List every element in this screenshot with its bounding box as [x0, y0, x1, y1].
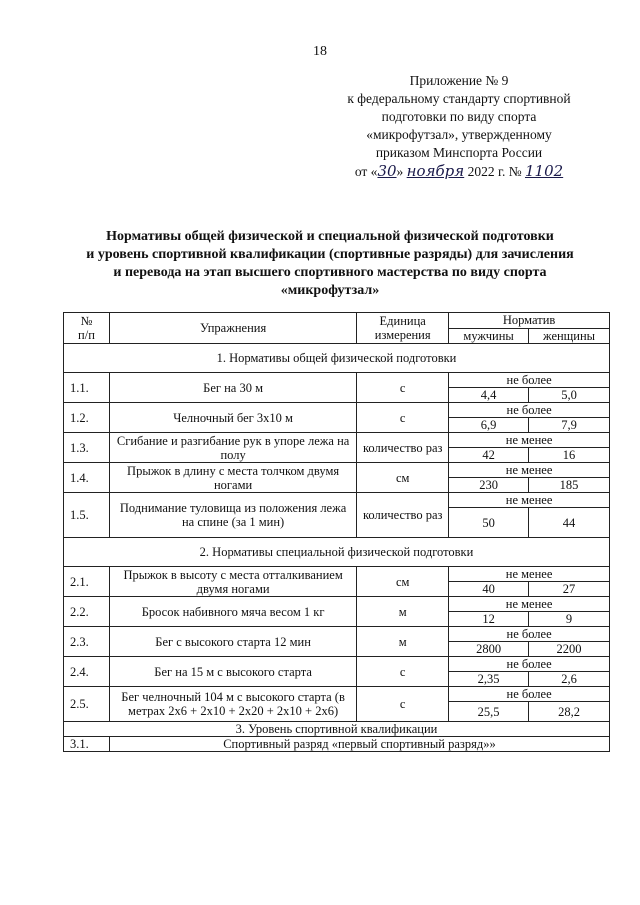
table-row: [64, 463, 610, 478]
row-men-value: 2,35: [449, 672, 529, 687]
handwritten-day: 30: [377, 162, 397, 180]
section-row: [64, 722, 610, 737]
row-unit: см: [357, 463, 449, 493]
row-exercise: Прыжок в длину с места толчком двумя ногами: [109, 463, 356, 493]
header-unit: Единица измерения: [357, 313, 449, 344]
row-exercise: Сгибание и разгибание рук в упоре лежа на полу: [109, 433, 356, 463]
row-unit: с: [357, 657, 449, 687]
row-exercise: Челночный бег 3x10 м: [109, 403, 356, 433]
row-women-value: 9: [529, 612, 610, 627]
section-row: [64, 344, 610, 373]
appendix-line: приказом Минспорта России: [375, 145, 543, 160]
header-men: мужчины: [449, 328, 529, 344]
row-condition: не более: [449, 373, 610, 388]
row-women-value: 16: [529, 448, 610, 463]
row-men-value: 4,4: [449, 388, 529, 403]
row-num: 1.2.: [64, 403, 110, 433]
row-condition: не более: [449, 687, 610, 702]
document-title: [60, 228, 600, 300]
title-line: и перевода на этап высшего спортивного мастерства по виду спорта: [113, 265, 547, 280]
row-condition: не менее: [449, 433, 610, 448]
section-title: 2. Нормативы специальной физической подготовки: [64, 538, 610, 567]
row-num: 2.5.: [64, 687, 110, 722]
table-row: [64, 567, 610, 582]
row-exercise: Бег с высокого старта 12 мин: [109, 627, 356, 657]
section-title: 3. Уровень спортивной квалификации: [64, 722, 610, 737]
table-row: [64, 627, 610, 642]
appendix-line: подготовки по виду спорта: [381, 109, 537, 124]
row-num: 2.2.: [64, 597, 110, 627]
row-women-value: 27: [529, 582, 610, 597]
title-line: и уровень спортивной квалификации (спортивные разряды) для зачисления: [86, 247, 574, 262]
row-women-value: 185: [529, 478, 610, 493]
section1-body: [64, 373, 610, 538]
header-num: № п/п: [64, 313, 110, 344]
header-women: женщины: [529, 328, 610, 344]
row-num: 1.1.: [64, 373, 110, 403]
row-num: 1.4.: [64, 463, 110, 493]
page-number: 18: [313, 44, 327, 59]
row-exercise: Бросок набивного мяча весом 1 кг: [109, 597, 356, 627]
section2-body: [64, 567, 610, 722]
table-row: [64, 657, 610, 672]
row-exercise: Бег на 15 м с высокого старта: [109, 657, 356, 687]
table-row: [64, 433, 610, 448]
row-condition: не более: [449, 627, 610, 642]
row-num: 1.5.: [64, 493, 110, 538]
row-men-value: 2800: [449, 642, 529, 657]
row-num: 2.3.: [64, 627, 110, 657]
table-row: [64, 493, 610, 508]
table-row: [64, 597, 610, 612]
row-women-value: 5,0: [529, 388, 610, 403]
row-unit: м: [357, 597, 449, 627]
row-men-value: 40: [449, 582, 529, 597]
row-women-value: 44: [529, 508, 610, 538]
title-line: «микрофутзал»: [280, 283, 380, 298]
table-row: [64, 687, 610, 702]
row-exercise: Бег челночный 104 м с высокого старта (в метрах 2x6 + 2x10 + 2x20 + 2x10 + 2x6): [109, 687, 356, 722]
row-men-value: 230: [449, 478, 529, 493]
row-women-value: 2200: [529, 642, 610, 657]
handwritten-number: 1102: [524, 162, 564, 180]
section-row: [64, 538, 610, 567]
row-unit: см: [357, 567, 449, 597]
appendix-line: Приложение № 9: [409, 73, 509, 88]
row-unit: с: [357, 403, 449, 433]
row-exercise: Прыжок в высоту с места отталкиванием двумя ногами: [109, 567, 356, 597]
row-condition: не более: [449, 403, 610, 418]
date-year: 2022 г. №: [464, 164, 525, 179]
row-condition: не менее: [449, 493, 610, 508]
title-line: Нормативы общей физической и специальной физической подготовки: [106, 229, 554, 244]
row-condition: не более: [449, 657, 610, 672]
row-unit: количество раз: [357, 433, 449, 463]
row-num: 3.1.: [64, 737, 110, 752]
header-row: [64, 313, 610, 329]
row-unit: количество раз: [357, 493, 449, 538]
norms-table: [63, 312, 610, 752]
row-men-value: 25,5: [449, 702, 529, 722]
row-num: 1.3.: [64, 433, 110, 463]
row-condition: не менее: [449, 463, 610, 478]
section-title: 1. Нормативы общей физической подготовки: [64, 344, 610, 373]
table-row: [64, 373, 610, 388]
row-num: 2.4.: [64, 657, 110, 687]
date-mid: »: [396, 164, 404, 179]
appendix-line: «микрофутзал», утвержденному: [366, 127, 552, 142]
row-women-value: 7,9: [529, 418, 610, 433]
row-men-value: 50: [449, 508, 529, 538]
row-condition: не менее: [449, 597, 610, 612]
handwritten-month: ноября: [406, 162, 465, 180]
row-unit: м: [357, 627, 449, 657]
row-unit: с: [357, 687, 449, 722]
table-row: [64, 403, 610, 418]
appendix-line: к федеральному стандарту спортивной: [347, 91, 571, 106]
row-qualification: Спортивный разряд «первый спортивный разряд»»: [109, 737, 609, 752]
row-men-value: 12: [449, 612, 529, 627]
row-condition: не менее: [449, 567, 610, 582]
row-women-value: 2,6: [529, 672, 610, 687]
appendix-block: [314, 72, 604, 181]
row-num: 2.1.: [64, 567, 110, 597]
row-unit: с: [357, 373, 449, 403]
header-exercise: Упражнения: [109, 313, 356, 344]
order-date: [314, 162, 604, 181]
row-exercise: Поднимание туловища из положения лежа на спине (за 1 мин): [109, 493, 356, 538]
row-men-value: 6,9: [449, 418, 529, 433]
row-exercise: Бег на 30 м: [109, 373, 356, 403]
date-prefix: от «: [354, 164, 378, 179]
table-row: [64, 737, 610, 752]
row-women-value: 28,2: [529, 702, 610, 722]
header-norm: Норматив: [449, 313, 610, 329]
row-men-value: 42: [449, 448, 529, 463]
